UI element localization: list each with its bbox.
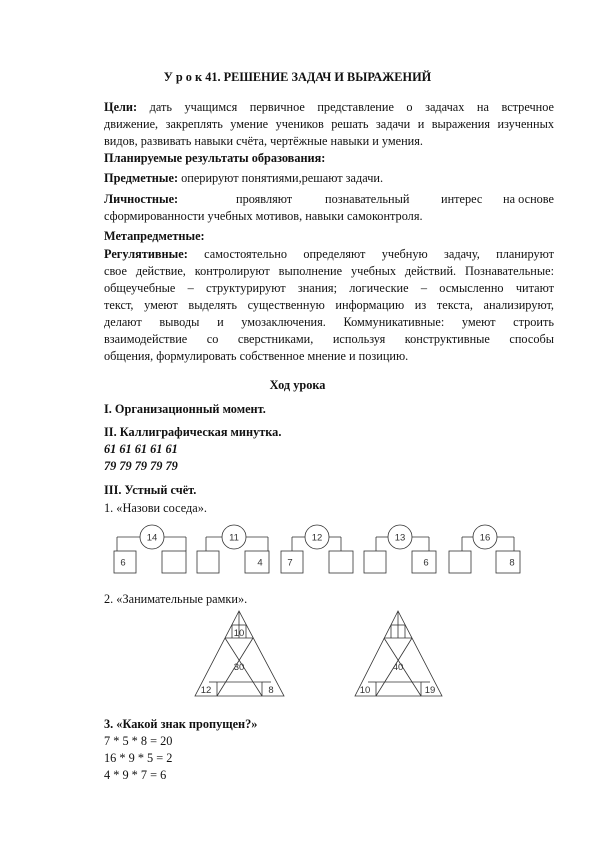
neighbor-box-1-right (162, 551, 186, 573)
goals-line-1 (104, 99, 554, 115)
triangle-1-bottom-right: 8 (268, 685, 274, 696)
task-3-label: 3. «Какой знак пропущен?» (104, 717, 258, 731)
triangle-1-bottom-left: 12 (200, 685, 212, 696)
triangle-2-center: 40 (392, 662, 404, 673)
personal-word-4: на (503, 192, 516, 206)
subject-text: оперируют понятиями,решают задачи. (181, 171, 384, 185)
planned-results-heading: Планируемые результаты образования: (104, 151, 326, 165)
regulatory-line-5: делают выводы и умозаключения. Коммуникативные: умеют строить (104, 315, 554, 329)
neighbor-top-3: 12 (311, 532, 323, 544)
stage-1-heading: I. Организационный момент. (104, 402, 266, 416)
lesson-flow-heading: Ход урока (269, 378, 326, 392)
task-1-label: 1. «Назови соседа». (104, 501, 207, 515)
stage-2-heading: II. Каллиграфическая минутка. (104, 425, 282, 439)
regulatory-line-4: текст, умеют выделять существенную информацию из текста, анализируют, (104, 298, 554, 312)
personal-word-1: проявляют (236, 192, 293, 206)
personal-line-2: сформированности учебных мотивов, навыки самоконтроля. (104, 209, 423, 223)
goals-label: Цели: (104, 100, 138, 114)
regulatory-line-2: свое действие, контролируют выполнение учебных действий. Познавательные: (104, 264, 554, 278)
calligraphy-row-1: 61 61 61 61 61 (104, 442, 178, 456)
triangle-2-bottom-left: 10 (359, 685, 371, 696)
personal-label: Личностные: (104, 192, 179, 206)
personal-word-3: интерес (441, 192, 483, 206)
subject-label: Предметные: (104, 171, 179, 185)
stage-3-heading: III. Устный счёт. (104, 483, 197, 497)
neighbor-box-3-right (329, 551, 353, 573)
triangle-1-top: 10 (233, 628, 245, 639)
neighbor-left-1: 6 (120, 557, 126, 569)
lesson-title: У р о к 41. РЕШЕНИЕ ЗАДАЧ И ВЫРАЖЕНИЙ (163, 70, 432, 84)
expression-3: 4 * 9 * 7 = 6 (104, 768, 167, 782)
task-2-label: 2. «Занимательные рамки». (104, 592, 248, 606)
neighbor-left-3: 7 (287, 557, 293, 569)
neighbor-top-2: 11 (229, 532, 239, 544)
expression-2: 16 * 9 * 5 = 2 (104, 751, 173, 765)
regulatory-line-3: общеучебные – структурируют знания; логические – осмысленно читают (104, 281, 554, 295)
neighbors-diagram (100, 520, 540, 582)
triangle-2-bottom-right: 19 (424, 685, 436, 696)
personal-word-2: познавательный (325, 192, 410, 206)
neighbor-right-2: 4 (257, 557, 263, 569)
neighbor-box-4-left (364, 551, 386, 573)
neighbor-box-5-right (496, 551, 520, 573)
neighbor-right-5: 8 (509, 557, 515, 569)
regulatory-line-7: общения, формулировать собственное мнение и позицию. (104, 349, 409, 363)
triangle-1 (195, 611, 284, 696)
neighbor-top-4: 13 (394, 532, 406, 544)
personal-word-5: основе (518, 192, 554, 206)
calligraphy-row-2: 79 79 79 79 79 (104, 459, 178, 473)
subject-results (104, 170, 383, 186)
neighbor-top-1: 14 (146, 532, 158, 544)
goals-line-2: движение, закреплять умение учеников решать задачи и выражения изученных (104, 117, 554, 131)
regulatory-line-6: взаимодействие со сверстниками, используя конструктивные способы (104, 332, 554, 346)
triangle-2 (355, 611, 442, 696)
expression-1: 7 * 5 * 8 = 20 (104, 734, 173, 748)
neighbor-box-2-left (197, 551, 219, 573)
goals-text-1: дать учащимся первичное представление о задачах на встречное (149, 100, 554, 114)
triangle-1-center: 30 (233, 662, 245, 673)
regulatory-label: Регулятивные: (104, 247, 188, 261)
regulatory-text-1: самостоятельно определяют учебную задачу, планируют (204, 247, 554, 261)
goals-line-3: видов, развивать навыки счёта, чертёжные навыки и умения. (104, 134, 423, 148)
neighbor-right-4: 6 (423, 557, 429, 569)
meta-heading: Метапредметные: (104, 229, 205, 243)
neighbor-top-5: 16 (479, 532, 491, 544)
regulatory-line-1 (104, 246, 554, 262)
neighbor-box-5-left (449, 551, 471, 573)
triangles-diagram (185, 608, 465, 708)
